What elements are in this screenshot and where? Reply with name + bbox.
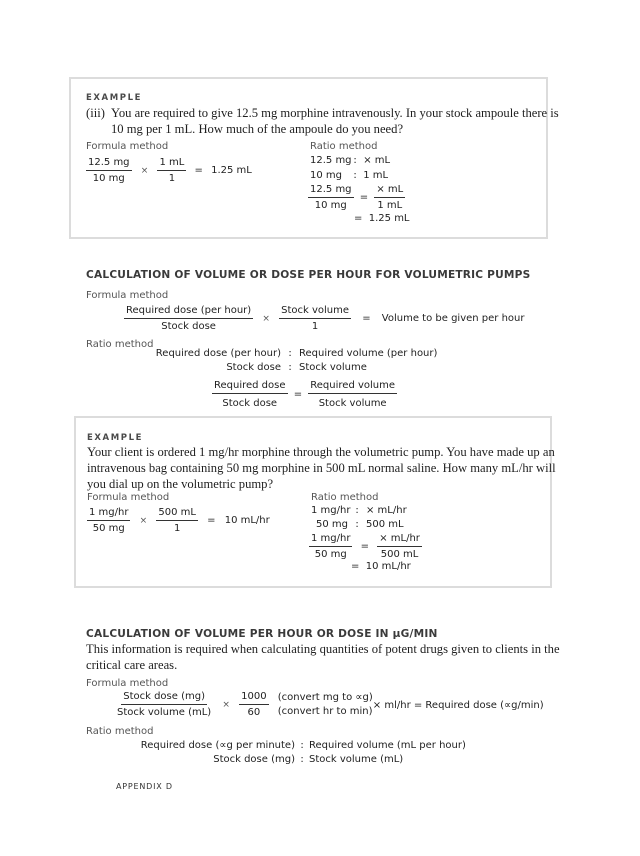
- numerator: 12.5 mg: [308, 183, 354, 198]
- ratio-right: Stock volume (mL): [309, 754, 404, 765]
- example-question-line-1: You are required to give 12.5 mg morphine intravenously. In your stock ampoule there is: [111, 106, 559, 120]
- denominator: Stock volume (mL): [117, 707, 212, 718]
- ratio-colon: :: [353, 155, 357, 166]
- denominator: 1: [311, 321, 319, 332]
- ratio-fraction-equation: [309, 532, 422, 561]
- times-sign: ×: [140, 165, 149, 176]
- equals-sign: =: [360, 541, 370, 552]
- denominator: 10 mg: [92, 173, 125, 184]
- fraction: [156, 506, 198, 535]
- denominator: Stock dose: [222, 398, 278, 409]
- numerator: × mL/hr: [377, 532, 422, 547]
- ratio-left: Stock dose (mg): [213, 754, 295, 765]
- formula-method-label: Formula method: [86, 678, 169, 689]
- ratio-colon: :: [288, 362, 292, 373]
- ratio-row-2: [150, 362, 367, 373]
- denominator: 60: [247, 707, 261, 718]
- fraction: [87, 506, 130, 535]
- denominator: 1: [173, 523, 181, 534]
- section-heading-microgram: CALCULATION OF VOLUME PER HOUR OR DOSE IN μG/MIN: [86, 628, 438, 640]
- formula-method-label: Formula method: [86, 290, 169, 301]
- ratio-method-label: Ratio method: [311, 492, 379, 503]
- ratio-right: × mL: [363, 155, 391, 166]
- ratio-colon: :: [300, 740, 304, 751]
- numerator: Required dose (per hour): [124, 304, 253, 319]
- denominator: 50 mg: [92, 523, 125, 534]
- denominator: Stock dose: [161, 321, 216, 332]
- numerator: 1 mg/hr: [309, 532, 352, 547]
- result: 1.25 mL: [211, 165, 252, 176]
- ratio-row-1: [140, 740, 466, 751]
- section-intro-line-1: This information is required when calculating quantities of potent drugs given to clients in the: [86, 642, 560, 656]
- result: 1.25 mL: [368, 213, 410, 224]
- numerator: Required volume: [308, 379, 397, 394]
- equals-sign: =: [194, 165, 203, 176]
- equals-sign: =: [359, 192, 369, 203]
- ratio-result: [354, 213, 410, 224]
- fraction: [124, 304, 253, 333]
- fraction: [115, 690, 213, 719]
- section-heading-volumetric: CALCULATION OF VOLUME OR DOSE PER HOUR FOR VOLUMETRIC PUMPS: [86, 269, 531, 281]
- formula-method-label: Formula method: [87, 492, 170, 503]
- numerator: Stock volume: [279, 304, 351, 319]
- numerator: 500 mL: [156, 506, 198, 521]
- fraction: [308, 183, 354, 212]
- ratio-right: Stock volume: [299, 362, 367, 373]
- formula-equation: [87, 506, 270, 535]
- ratio-right: × mL/hr: [366, 505, 407, 516]
- denominator: 50 mg: [314, 549, 347, 560]
- ratio-left: 1 mg/hr: [311, 505, 351, 516]
- fraction: [86, 156, 132, 185]
- ratio-colon: :: [355, 505, 359, 516]
- equals-sign: =: [354, 213, 363, 224]
- ratio-row-2: [310, 170, 388, 181]
- ratio-colon: :: [353, 170, 357, 181]
- ratio-right: 500 mL: [366, 519, 404, 530]
- fraction: [309, 532, 352, 561]
- equals-sign: =: [207, 515, 216, 526]
- times-sign: ×: [139, 515, 148, 526]
- ratio-colon: :: [288, 348, 292, 359]
- ratio-result: [351, 561, 411, 572]
- numerator: 1 mL: [157, 156, 186, 171]
- equals-sign: =: [351, 561, 360, 572]
- running-head: APPENDIX D: [116, 782, 173, 791]
- ratio-right: 1 mL: [363, 170, 389, 181]
- ratio-left: Required dose (∝g per minute): [140, 740, 295, 751]
- conversion-note-mg: (convert mg to ∝g): [277, 691, 373, 703]
- ratio-left: 12.5 mg: [310, 155, 352, 166]
- formula-method-label: Formula method: [86, 141, 169, 152]
- conversion-notes: [278, 691, 373, 719]
- ratio-method-label: Ratio method: [86, 339, 154, 350]
- example-label: EXAMPLE: [86, 93, 143, 103]
- numerator: × mL: [374, 183, 405, 198]
- fraction: [374, 183, 405, 212]
- ratio-left: Stock dose: [226, 362, 281, 373]
- result: 10 mL/hr: [365, 561, 411, 572]
- fraction: [239, 690, 268, 719]
- example-numeral: (iii): [86, 106, 105, 120]
- fraction: [308, 379, 397, 410]
- denominator: 1 mL: [377, 200, 403, 211]
- fraction: [212, 379, 288, 410]
- formula-equation: [86, 156, 252, 185]
- ratio-method-label: Ratio method: [310, 141, 378, 152]
- example-question-line-3: you dial up on the volumetric pump?: [87, 477, 274, 491]
- ratio-colon: :: [300, 754, 304, 765]
- result: Volume to be given per hour: [381, 313, 525, 324]
- example-box-1: [69, 77, 559, 239]
- fraction: [279, 304, 351, 333]
- example-box-2: [74, 416, 556, 588]
- ratio-row-1: [311, 505, 407, 516]
- denominator: 500 mL: [380, 549, 419, 560]
- example-label: EXAMPLE: [87, 433, 144, 443]
- example-question-line-1: Your client is ordered 1 mg/hr morphine through the volumetric pump. You have made up an: [87, 445, 555, 459]
- ratio-row-2: [311, 519, 404, 530]
- equals-sign: =: [293, 389, 303, 400]
- fraction: [157, 156, 186, 185]
- ratio-row-2: [140, 754, 403, 765]
- formula-tail: × ml/hr = Required dose (∝g/min): [372, 700, 544, 711]
- example-question-line-2: 10 mg per 1 mL. How much of the ampoule do you need?: [111, 122, 404, 136]
- denominator: 10 mg: [314, 200, 347, 211]
- ratio-left: 50 mg: [316, 519, 348, 530]
- ratio-right: Required volume (mL per hour): [309, 740, 466, 751]
- ratio-row-1: [310, 155, 390, 166]
- denominator: Stock volume: [318, 398, 387, 409]
- ratio-left: Required dose (per hour): [155, 348, 281, 359]
- numerator: 12.5 mg: [86, 156, 132, 171]
- denominator: 1: [168, 173, 176, 184]
- numerator: 1 mg/hr: [87, 506, 130, 521]
- equals-sign: =: [362, 313, 371, 324]
- numerator: Stock dose (mg): [121, 690, 207, 705]
- result: 10 mL/hr: [224, 515, 270, 526]
- numerator: Required dose: [212, 379, 288, 394]
- times-sign: ×: [222, 699, 230, 710]
- numerator: 1000: [239, 690, 268, 705]
- fraction: [377, 532, 422, 561]
- formula-equation: [124, 304, 524, 333]
- ratio-method-label: Ratio method: [86, 726, 154, 737]
- ratio-row-1: [150, 348, 437, 359]
- section-intro-line-2: critical care areas.: [86, 658, 178, 672]
- example-question-line-2: intravenous bag containing 50 mg morphine in 500 mL normal saline. How many mL/hr will: [87, 461, 556, 475]
- ratio-fraction-equation: [308, 183, 405, 212]
- ratio-fraction-equation: [212, 379, 397, 410]
- times-sign: ×: [262, 313, 270, 324]
- ratio-right: Required volume (per hour): [299, 348, 438, 359]
- formula-equation: [115, 690, 544, 719]
- conversion-note-hr: (convert hr to min): [277, 705, 373, 717]
- ratio-left: 10 mg: [310, 170, 342, 181]
- ratio-colon: :: [355, 519, 359, 530]
